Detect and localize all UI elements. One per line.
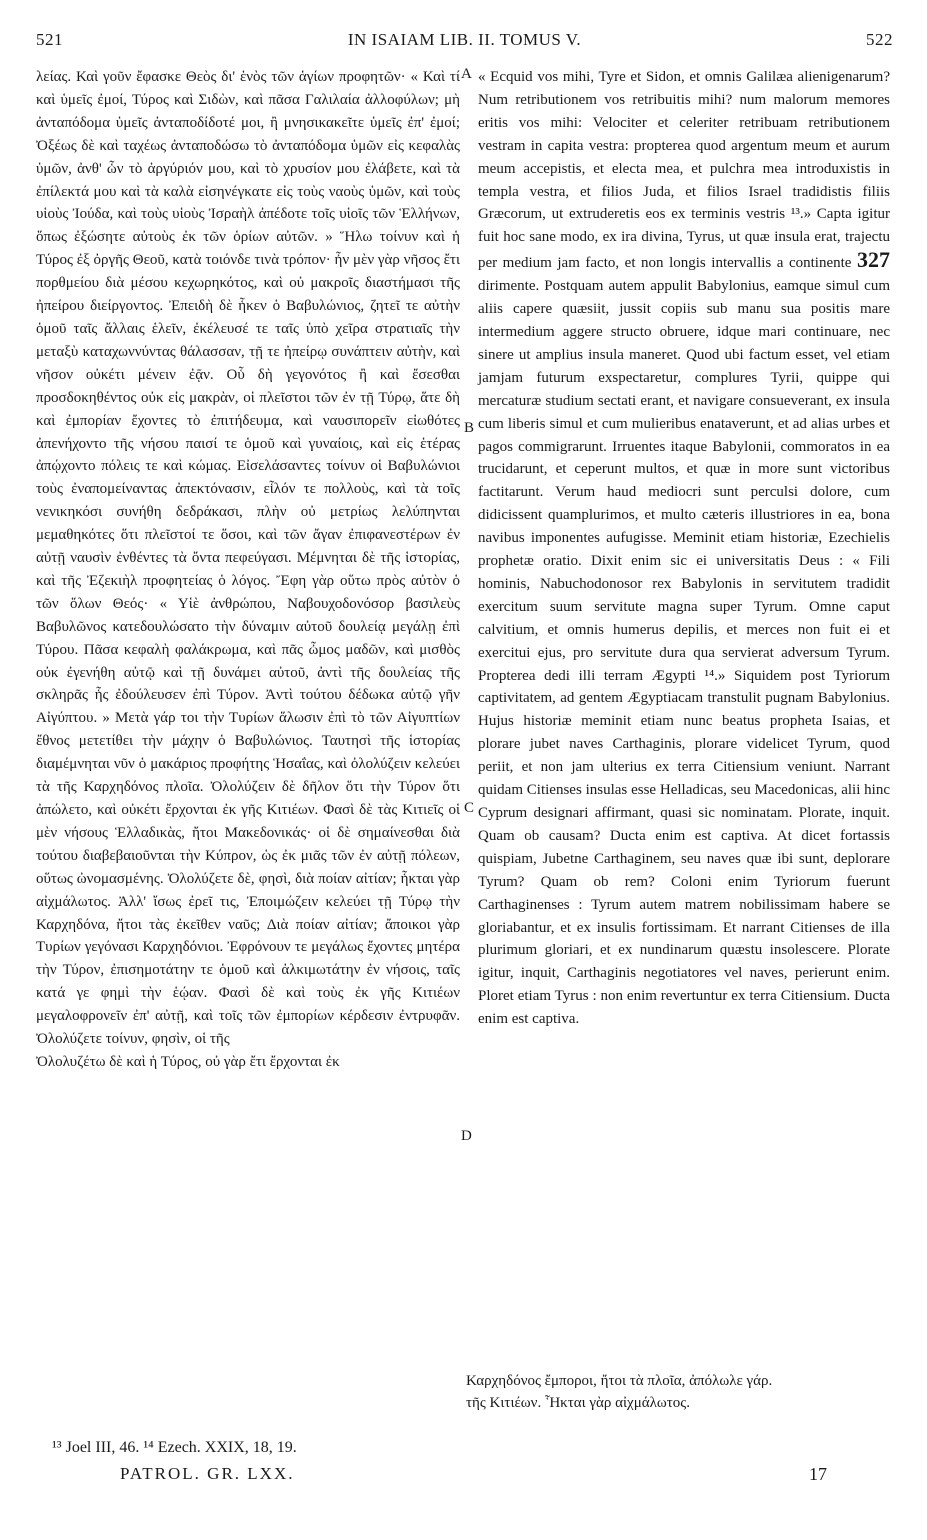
signature-mark: 17 [809, 1464, 827, 1484]
latin-paragraph [478, 66, 890, 1031]
section-marker-c: C [464, 800, 475, 816]
page-header [36, 30, 893, 56]
section-marker-b: B [464, 420, 475, 436]
running-title: IN ISAIAM LIB. II. TOMUS V. [347, 30, 582, 49]
latin-text-part-2: dirimente. Postquam autem appulit Babylonius, eamque simul cum aliis capere quæsiit, jussit copiis sub manu sua positis mare intermedium aggere structo obruere, idque mari continuare, nec sinere ut amplius insula maneret. Quod ubi factum esset, vel etiam jamjam futurum exspectaretur, complures Tyrii, quippe qui mercaturæ studium sectati erant, et navigare consueverant, ex insula cum liberis simul et cum mulieribus enataverunt, et ad alias urbes et pagos commigrarunt. Irruentes itaque Babylonii, commoratos in ea trucidarunt, et ceperunt multos, et quæ in more sunt victoribus factitarunt. Verum haud mediocri sunt perculsi dolore, cum didicissent quamplurimos, et multo cæteris illustriores in ea, bona navibus imponentes aufugisse. Meminit etiam historiæ, Ezechielis prophetæ oratio. Dixit enim sic ei universitatis Deus : « Fili hominis, Nabuchodonosor rex Babylonis in servitutem tradidit exercitum suum servitute magna super Tyrum. Omne caput calvitium, et omnis humerus depilis, et merces non fuit ei et exercitui ejus, pro servitute dura qua servierat adversum Tyrum. Propterea dedi illi terram Ægypti ¹⁴.» Siquidem post Tyriorum captivitatem, ad gentem Ægyptiacam transtulit pugnam Babylonius. Hujus historiæ meminit etiam nunc beatus propheta Isaias, et plorare jubet naves Carthaginis, plorare videlicet Tyrum, quod periit, et non jam ulterius ex terra Citiensium veniunt. Narrant quidam Citienses insulas esse Helladicas, seu Macedonicas, alii hinc Cyprum designari affirmant, quasi sic nominatam. Plorate, inquit. Quam ob causam? Ducta enim est captiva. At dicet fortassis quispiam, Jubetne Carthaginem, seu naves quæ ibi sunt, deplorare Tyrum? Quam ob rem? Coloni enim Tyriorum fuerunt Carthaginenses : Tyrum autem matrem nobilissimam habere se gloriabantur, et ex insulis fortissimam. Et narrant Citienses de illa plurimum gloriari, et ex nundinarum quæstu insolescere. Plorate igitur, inquit, Carthaginis negotiatores vel naves, perierunt enim. Ploret etiam Tyrus : non enim revertuntur ex terra Citiensium. Ducta enim est captiva. [478, 278, 890, 1028]
footnote-line: ¹³ Joel III, 46. ¹⁴ Ezech. XXIX, 18, 19. [52, 1439, 297, 1456]
greek-column [36, 66, 460, 1074]
column-number: 327 [857, 247, 891, 273]
greek-paragraph-end: Ὀλολυζέτω δὲ καὶ ἡ Τύρος, οὐ γὰρ ἔτι ἔρχονται ἐκ [36, 1053, 340, 1070]
source-label: PATROL. GR. LXX. [120, 1464, 295, 1483]
latin-text-part-1: « Ecquid vos mihi, Tyre et Sidon, et omnis Galilæa alienigenarum? Num retributionem vos retribuitis mihi? num malorum memores eritis vos mihi: Velociter et celeriter retribuam retributionem vestram in capita vestra: propterea quod argentum meum et aurum meum accepistis, et electa mea, et pulchra mea introduxistis in templa vestra, et filios Juda, et filios Israel tradidistis filiis Græcorum, ut extruderetis eos ex terminis vestris ¹³.» Capta igitur fuit hoc sane modo, ex ira divina, Tyrus, ut quæ insula erat, trajectu per medium jam facto, et non longis intervallis a continente [478, 69, 890, 272]
latin-column [478, 66, 890, 1031]
footnotes [52, 1436, 452, 1460]
left-page-number: 521 [36, 30, 63, 49]
right-page-number: 522 [866, 30, 893, 49]
greek-paragraph: λείας. Καὶ γοῦν ἔφασκε Θεὸς δι' ἑνὸς τῶν ἁγίων προφητῶν· « Καὶ τί καὶ ὑμεῖς ἐμοί, Τύρος καὶ Σιδὼν, καὶ πᾶσα Γαλιλαία ἀλλοφύλων; μὴ ἀνταπόδομα ὑμεῖς ἀνταποδίδοτέ μοι, ἢ μνησικακεῖτε ὑμεῖς ἐπ' ἐμοί; Ὀξέως δὲ καὶ ταχέως ἀνταποδώσω τὸ ἀνταπόδομα ὑμῶν εἰς κεφαλὰς ὑμῶν, ἀνθ' ὧν τὸ ἀργύριόν μου, καὶ τὸ χρυσίον μου ἐλάβετε, καὶ τὰ ἐπίλεκτά μου καὶ τὰ καλὰ εἰσηνέγκατε εἰς τοὺς ναοὺς ὑμῶν, καὶ τοὺς υἱοὺς Ἰούδα, καὶ τοὺς υἱοὺς Ἰσραὴλ ἀπέδοτε τοῖς υἱοῖς τῶν Ἑλλήνων, ὅπως ἐξώσητε αὐτοὺς ἐκ τῶν ὁρίων αὐτῶν. » Ἥλω τοίνυν καὶ ἡ Τύρος ἐξ ὀργῆς Θεοῦ, κατὰ τοιόνδε τινὰ τρόπον· ἦν μὲν γὰρ νῆσος ἔτι πορθμείου διὰ μέσου κεχωρηκότος, καὶ οὐ μακροῖς διαστήμασι τῆς ἠπείρου διείργοντος. Ἐπειδὴ δὲ ἧκεν ὁ Βαβυλώνιος, ζητεῖ τε αὐτὴν ὁμοῦ ταῖς ἄλλαις ἑλεῖν, ἐκέλευσέ τε ταῖς ὑπὸ χεῖρα στρατιαῖς τὴν μεταξὺ καταχωννύντας θάλασσαν, τῇ τε ἠπείρῳ συνάπτειν αὐτὴν, καὶ νῆσον οὐκέτι μένειν ἐᾷν. Οὗ δὴ γεγονότος ἢ καὶ ἔσεσθαι προσδοκηθέντος οὐκ εἰς μακρὰν, οἱ πλεῖστοι τῶν ἐν τῇ Τύρῳ, ἅτε δὴ καὶ ἐμπορίαν ἔχοντες τὸ ἐπιτήδευμα, καὶ ναυσιπορεῖν εἰωθότες ἀπενήχοντο τῆς νήσου παισί τε ὁμοῦ καὶ γυναίοις, καὶ εἰς ἑτέρας ἀπῴχοντο πόλεις τε καὶ κώμας. Εἰσελάσαντες τοίνυν οἱ Βαβυλώνιοι τοὺς ἐναπομείναντας ἀπεκτόνασιν, εἷλόν τε πολλοὺς, καὶ τὰ τοῖς νενικηκόσι συνήθη δεδράκασι, πλὴν οὐ μετρίως λελύπηνται μεμαθηκότες ὅτι πλεῖστοί τε ὅσοι, καὶ τῶν ἄγαν ἐπιφανεστέρων ἐν αὐτῇ ναυσὶν ἐνθέντες τὰ ὄντα πεφεύγασι. Μέμνηται δὲ τῆς ἱστορίας, καὶ τῆς Ἐζεκιὴλ προφητείας ὁ λόγος. Ἔφη γὰρ οὕτω πρὸς αὐτὸν ὁ τῶν ὅλων Θεός· « Υἱὲ ἀνθρώπου, Ναβουχοδονόσορ βασιλεὺς Βαβυλῶνος κατεδουλώσατο τὴν δύναμιν αὐτοῦ δουλείᾳ μεγάλῃ ἐπὶ Τύρου. Πᾶσα κεφαλὴ φαλάκρωμα, καὶ πᾶς ὦμος μαδῶν, καὶ μισθὸς οὐκ ἐγενήθη αὐτῷ καὶ τῇ δυνάμει αὐτοῦ, ἀντὶ τῆς δουλείας τῆς σκληρᾶς ἧς ἐδούλευσεν ἐπὶ Τύρον. Ἀντὶ τούτου δέδωκα αὐτῷ γῆν Αἰγύπτου. » Μετὰ γάρ τοι τὴν Τυρίων ἅλωσιν ἐπὶ τὸ τῶν Αἰγυπτίων ἔθνος μετετίθει τὴν μάχην ὁ Βαβυλώνιος. Ταυτησὶ τῆς ἱστορίας διαμέμνηται νῦν ὁ μακάριος προφήτης Ἡσαΐας, καὶ ὀλολύζειν κελεύει τὰ τῆς Καρχηδόνος πλοῖα. Ὀλολύζειν δὲ δῆλον ὅτι τὴν Τύρον ὅτι ἀπώλετο, καὶ οὐκέτι ἔρχονται ἐκ γῆς Κιτιέων. Φασὶ δὲ τὰς Κιτιεῖς οἱ μὲν νήσους Ἑλλαδικὰς, ἤτοι Μακεδονικάς· οἱ δὲ σημαίνεσθαι διὰ τούτου διαβεβαιοῦνται τὴν Κύπρον, ὡς ἐκ μιᾶς τῶν ἐν αὐτῇ πόλεων, οὕτως ὠνομασμένης. Ὀλολύζετε δὲ, φησὶ, διὰ ποίαν αἰτίαν; ἧκται γὰρ αἰχμάλωτος. Ἀλλ' ἴσως ἐρεῖ τις, Ἐποιμώζειν κελεύει τῇ Τύρῳ τὴν Καρχηδόνα, ἤτοι τὰς ἐκεῖθεν ναῦς; Διὰ ποίαν αἰτίαν; ἄποικοι γὰρ Τυρίων γεγόνασι Καρχηδόνιοι. Ἐφρόνουν τε μεγάλως ἔχοντες μητέρα τὴν Τύρον, ἐπισημοτάτην τε ὁμοῦ καὶ ἀλκιμωτάτην ἐν νήσοις, ταῖς κατά γε φημὶ τὴν ἑῴαν. Φασὶ δὲ καὶ τοὺς ἐκ γῆς Κιτιέων μεγαλοφρονεῖν ἐπ' αὐτῇ, καὶ τοῖς τῶν ἐμπορίων κέρδεσιν ἐντρυφᾶν. Ὀλολύζετε τοίνυν, φησὶν, οἱ τῆς [36, 69, 460, 1048]
section-marker-a: A [461, 66, 472, 82]
greek-tail-line-1: Καρχηδόνος ἔμποροι, ἤτοι τὰ πλοῖα, ἀπόλωλε γάρ. [466, 1373, 773, 1389]
greek-tail-line-2: τῆς Κιτιέων. Ἧκται γὰρ αἰχμάλωτος. [466, 1395, 690, 1411]
page-footer [120, 1464, 827, 1492]
section-marker-d: D [461, 1128, 472, 1144]
greek-tail-lines [466, 1370, 890, 1414]
